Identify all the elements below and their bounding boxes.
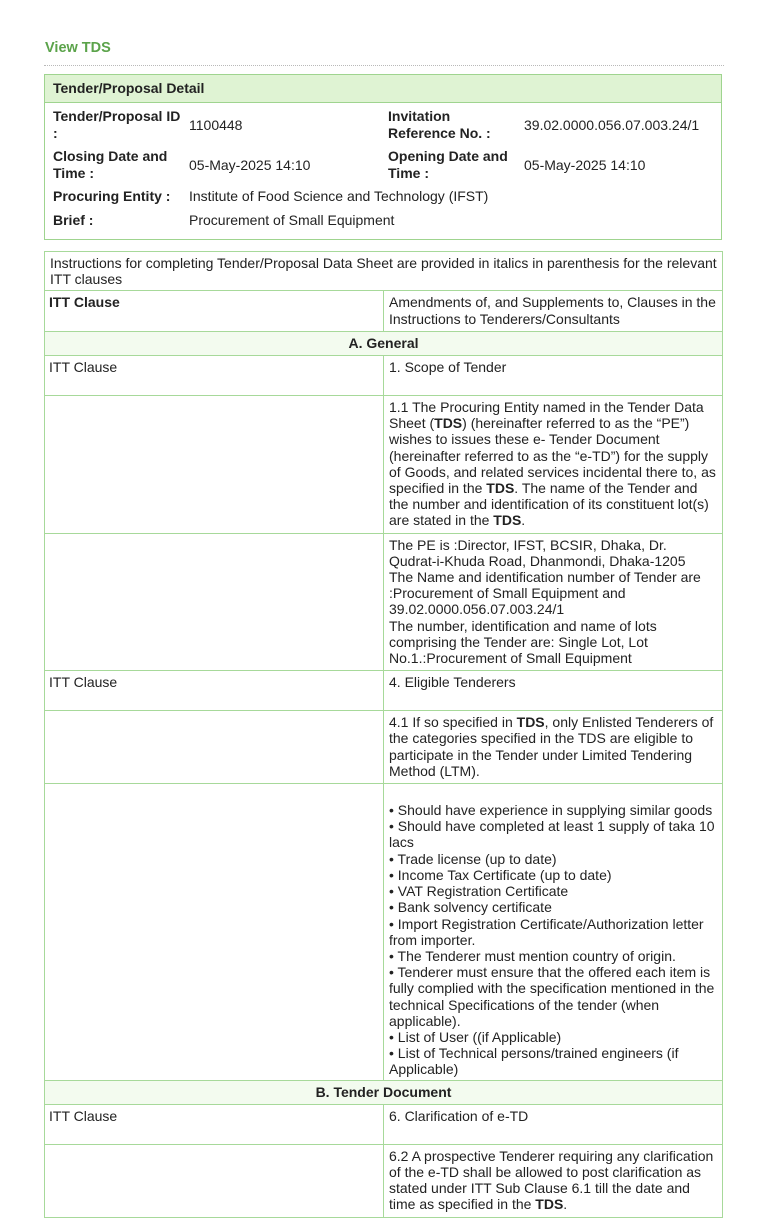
list-item: • List of User ((if Applicable)	[389, 1028, 562, 1045]
clause-1-1-row	[45, 396, 723, 534]
tds-table	[44, 251, 723, 1218]
list-item: • Should have experience in supplying similar goods	[389, 802, 713, 819]
clause-6-2-text: 6.2 A prospective Tenderer requiring any clarification of the e-TD shall be allowed to post clarification as stated under ITT Sub Clause 6.1 till the date and time as specified in the TDS.	[384, 1144, 723, 1217]
amendments-header: Amendments of, and Supplements to, Clauses in the Instructions to Tenderers/Consultants	[384, 291, 723, 331]
invitation-ref-value: 39.02.0000.056.07.003.24/1	[524, 117, 700, 133]
tender-id-label: Tender/Proposal ID :	[53, 108, 181, 141]
list-item: • Income Tax Certificate (up to date)	[389, 866, 612, 883]
tender-id-value: 1100448	[189, 117, 243, 133]
eligibility-row	[45, 784, 723, 1080]
closing-date-value: 05-May-2025 14:10	[189, 157, 311, 173]
itt-clause-header: ITT Clause	[45, 291, 384, 331]
brief-label: Brief :	[53, 212, 94, 228]
clause-4-1-text: 4.1 If so specified in TDS, only Enlisted Tenderers of the categories specified in the TDS are eligible to participate in the Tender under Limited Tendering Method (LTM).	[384, 711, 723, 784]
clause-1-row	[45, 356, 723, 396]
section-b-row	[45, 1080, 723, 1104]
procuring-entity-label: Procuring Entity :	[53, 188, 171, 204]
lots-line: The number, identification and name of lots comprising the Tender are: Single Lot, Lot No.1.:Procurement of Small Equipment	[389, 617, 657, 667]
procuring-entity-value: Institute of Food Science and Technology (IFST)	[189, 188, 489, 204]
clause-6-title: 6. Clarification of e-TD	[384, 1104, 723, 1144]
itt-clause-label: ITT Clause	[45, 356, 384, 396]
clause-6-row	[45, 1104, 723, 1144]
list-item: • Import Registration Certificate/Authorization letter from importer.	[389, 915, 704, 948]
opening-date-value: 05-May-2025 14:10	[524, 157, 646, 173]
closing-date-label: Closing Date and Time :	[53, 148, 168, 181]
clause-1-1-data	[384, 533, 723, 671]
list-item: • List of Technical persons/trained engineers (if Applicable)	[389, 1045, 679, 1078]
invitation-ref-label: Invitation Reference No. :	[388, 108, 491, 141]
tender-detail-header: Tender/Proposal Detail	[45, 75, 721, 103]
instructions-text: Instructions for completing Tender/Proposal Data Sheet are provided in italics in parenthesis for the relevant ITT clauses	[45, 252, 723, 291]
itt-clause-label: ITT Clause	[45, 1104, 384, 1144]
instructions-row	[45, 252, 723, 291]
clause-6-2-row	[45, 1144, 723, 1217]
clause-1-1-text: 1.1 The Procuring Entity named in the Tender Data Sheet (TDS) (hereinafter referred to as the “PE”) wishes to issues these e- Tender Document (hereinafter referred to as the “e-TD”) for the supply of Goods, and related services incidental there to, as specified in the TDS. The name of the Tender and the number and identification of its constituent lot(s) are stated in the TDS.	[384, 396, 723, 534]
clause-1-1-data-row	[45, 533, 723, 671]
list-item: • Bank solvency certificate	[389, 899, 552, 916]
itt-clause-label: ITT Clause	[45, 671, 384, 711]
opening-date-label: Opening Date and Time :	[388, 148, 508, 181]
brief-value: Procurement of Small Equipment	[189, 212, 395, 228]
table-header-row	[45, 291, 723, 331]
section-a-row	[45, 331, 723, 355]
list-item: • The Tenderer must mention country of origin.	[389, 947, 676, 964]
section-a-heading: A. General	[45, 331, 723, 355]
list-item: • Tenderer must ensure that the offered each item is fully complied with the specification mentioned in the technical Specifications of the tender (when applicable).	[389, 964, 715, 1029]
pe-line: The PE is :Director, IFST, BCSIR, Dhaka, Dr. Qudrat-i-Khuda Road, Dhanmondi, Dhaka-1205	[389, 536, 686, 569]
page-title: View TDS	[45, 40, 111, 56]
tender-detail-panel	[44, 74, 722, 240]
list-item: • Should have completed at least 1 supply of taka 10 lacs	[389, 818, 715, 851]
section-b-heading: B. Tender Document	[45, 1080, 723, 1104]
list-item: • VAT Registration Certificate	[389, 883, 569, 900]
title-divider	[44, 65, 724, 66]
clause-4-row	[45, 671, 723, 711]
clause-4-1-row	[45, 711, 723, 784]
tender-name-line: The Name and identification number of Tender are :Procurement of Small Equipment and 39.02.0000.056.07.003.24/1	[389, 569, 701, 618]
list-item: • Trade license (up to date)	[389, 850, 557, 867]
eligibility-list	[384, 784, 723, 1080]
clause-1-title: 1. Scope of Tender	[384, 356, 723, 396]
clause-4-title: 4. Eligible Tenderers	[384, 671, 723, 711]
